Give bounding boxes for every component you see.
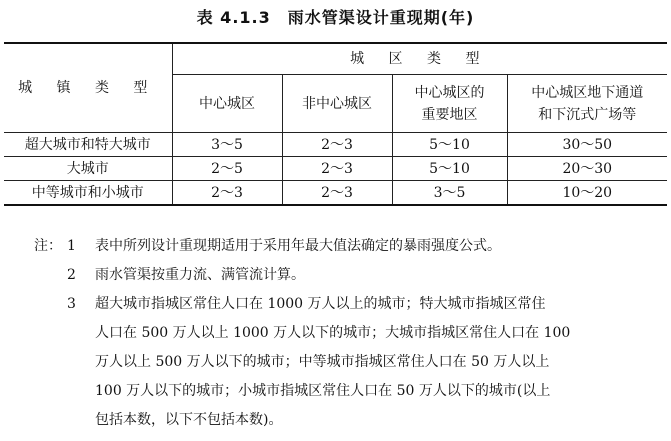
notes-prefix: 注：	[34, 238, 62, 254]
column-header: 中心城区	[172, 75, 282, 133]
table-cell: 20～30	[507, 157, 667, 181]
note-line: 万人以上 500 万人以下的城市；中等城市指城区常住人口在 50 万人以上	[95, 354, 550, 370]
table-cell: 2～5	[172, 157, 282, 181]
return-period-table	[4, 42, 667, 206]
note-line: 100 万人以下的城市；小城市指城区常住人口在 50 万人以下的城市(以上	[95, 383, 551, 399]
table-cell: 5～10	[392, 133, 507, 157]
note-item	[40, 290, 670, 435]
zone-type-header: 城 区 类 型	[172, 43, 667, 75]
table-row	[4, 133, 667, 157]
column-header: 中心城区地下通道 和下沉式广场等	[507, 75, 667, 133]
table-cell: 3～5	[392, 181, 507, 206]
table-cell: 3～5	[172, 133, 282, 157]
note-text: 雨水管渠按重力流、满管流计算。	[95, 267, 305, 283]
table-cell: 2～3	[172, 181, 282, 206]
table-header-row	[4, 43, 667, 75]
row-label: 超大城市和特大城市	[4, 133, 172, 157]
column-header: 中心城区的 重要地区	[392, 75, 507, 133]
table-cell: 2～3	[282, 157, 392, 181]
table-row	[4, 157, 667, 181]
table-row	[4, 181, 667, 206]
note-item	[34, 232, 670, 261]
table-cell: 5～10	[392, 157, 507, 181]
table-cell: 2～3	[282, 181, 392, 206]
table-cell: 2～3	[282, 133, 392, 157]
table-title: 表 4.1.3 雨水管渠设计重现期(年)	[196, 8, 475, 27]
row-label: 大城市	[4, 157, 172, 181]
column-header: 非中心城区	[282, 75, 392, 133]
table-cell: 10～20	[507, 181, 667, 206]
note-line: 包括本数，以下不包括本数)。	[95, 412, 283, 428]
row-label: 中等城市和小城市	[4, 181, 172, 206]
city-type-header: 城 镇 类 型	[4, 43, 172, 133]
note-line: 人口在 500 万人以上 1000 万人以下的城市；大城市指城区常住人口在 100	[95, 325, 571, 341]
note-line: 超大城市指城区常住人口在 1000 万人以上的城市；特大城市指城区常住	[95, 296, 546, 312]
note-number: 2	[67, 267, 76, 283]
note-number: 1	[67, 238, 76, 254]
note-text: 表中所列设计重现期适用于采用年最大值法确定的暴雨强度公式。	[95, 238, 501, 254]
table-cell: 30～50	[507, 133, 667, 157]
table-notes	[34, 232, 670, 435]
note-item	[40, 261, 670, 290]
note-number: 3	[67, 296, 76, 312]
